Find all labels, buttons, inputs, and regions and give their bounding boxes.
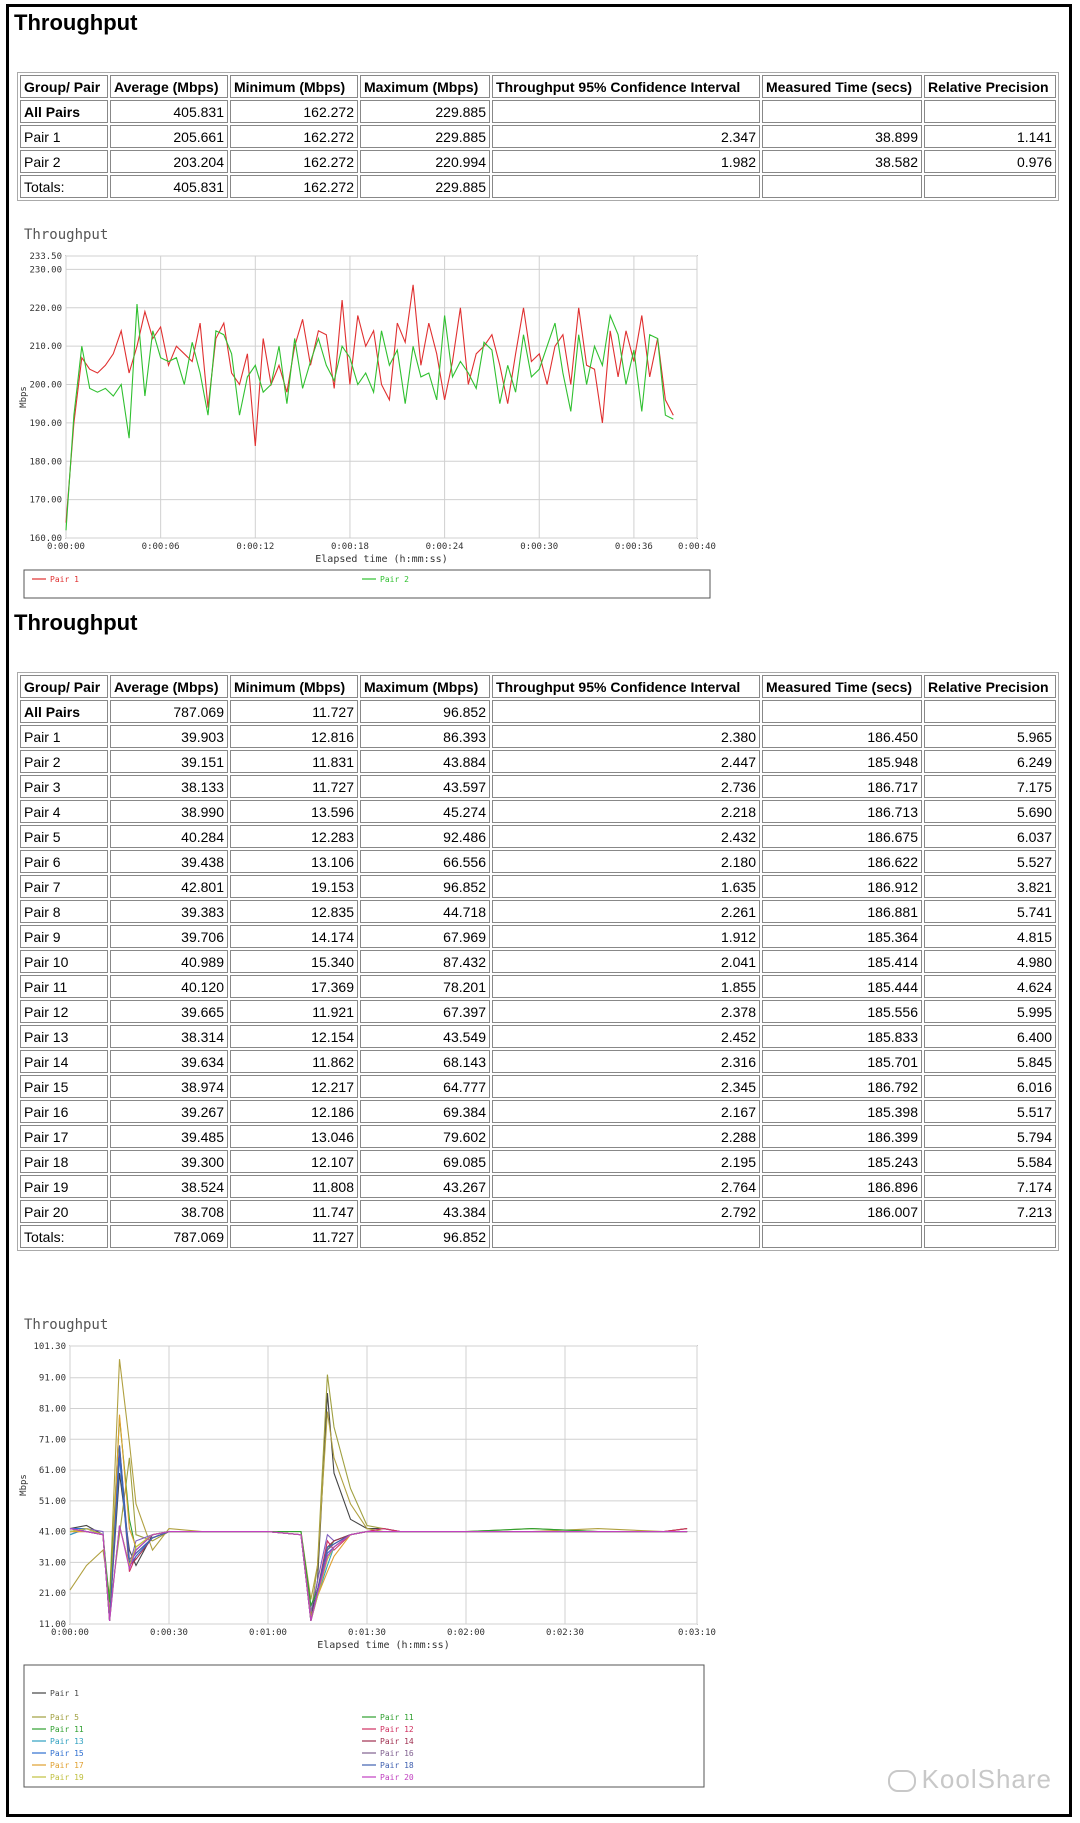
throughput-chart-2 [18,1315,718,1800]
cell-value: 38.974 [110,1075,228,1098]
cell-value: 1.141 [924,125,1056,148]
cell-value: 4.624 [924,975,1056,998]
throughput-chart-1 [18,225,718,610]
cell-value: 11.747 [230,1200,358,1223]
table-row [20,825,1056,848]
row-label: Pair 4 [20,800,108,823]
column-header: Relative Precision [924,75,1056,98]
row-label: Pair 20 [20,1200,108,1223]
cell-value: 229.885 [360,125,490,148]
cell-value: 13.106 [230,850,358,873]
y-tick-label: 61.00 [38,1466,66,1477]
x-tick-label: 0:00:24 [425,542,464,552]
cell-value: 0.976 [924,150,1056,173]
y-tick-label: 31.00 [38,1558,66,1569]
cell-value: 39.383 [110,900,228,923]
row-label: Pair 14 [20,1050,108,1073]
cell-value: 69.384 [360,1100,490,1123]
table-row [20,700,1056,723]
row-label: Totals: [20,1225,108,1248]
row-label: Pair 19 [20,1175,108,1198]
column-header: Minimum (Mbps) [230,675,358,698]
legend-label: Pair 18 [380,1761,414,1770]
cell-value: 43.884 [360,750,490,773]
table-row [20,900,1056,923]
cell-value: 6.249 [924,750,1056,773]
cell-value: 39.634 [110,1050,228,1073]
cell-value [492,1225,760,1248]
legend-frame [24,1665,704,1787]
row-label: Pair 8 [20,900,108,923]
cell-value: 787.069 [110,1225,228,1248]
cell-value: 2.792 [492,1200,760,1223]
table-row [20,925,1056,948]
table-row [20,100,1056,123]
cell-value: 185.833 [762,1025,922,1048]
legend-label: Pair 16 [380,1749,414,1758]
cell-value: 38.899 [762,125,922,148]
cell-value: 2.218 [492,800,760,823]
cell-value: 38.314 [110,1025,228,1048]
x-tick-label: 0:00:06 [141,542,180,552]
cell-value: 1.855 [492,975,760,998]
cell-value: 39.438 [110,850,228,873]
cell-value: 38.133 [110,775,228,798]
table-row [20,1000,1056,1023]
row-label: All Pairs [20,700,108,723]
cell-value: 69.085 [360,1150,490,1173]
row-label: Pair 16 [20,1100,108,1123]
cell-value: 39.665 [110,1000,228,1023]
cell-value: 40.120 [110,975,228,998]
y-tick-label: 81.00 [38,1404,66,1415]
cell-value: 11.727 [230,700,358,723]
row-label: Pair 5 [20,825,108,848]
row-label: Pair 3 [20,775,108,798]
cell-value: 229.885 [360,100,490,123]
cell-value [492,700,760,723]
legend-label: Pair 1 [50,1689,79,1698]
chart2-legend [24,1665,704,1787]
cell-value: 2.736 [492,775,760,798]
cell-value [924,1225,1056,1248]
column-header: Group/ Pair [20,75,108,98]
section1-title: Throughput [14,10,138,35]
y-axis-label: Mbps [19,1474,29,1496]
y-tick-label: 180.00 [29,457,62,468]
row-label: Pair 1 [20,725,108,748]
table-row [20,1025,1056,1048]
table-row [20,1225,1056,1248]
cell-value: 3.821 [924,875,1056,898]
cell-value: 1.982 [492,150,760,173]
table-row [20,950,1056,973]
cell-value: 12.816 [230,725,358,748]
cell-value: 92.486 [360,825,490,848]
row-label: Pair 2 [20,150,108,173]
column-header: Relative Precision [924,675,1056,698]
row-label: Pair 10 [20,950,108,973]
table-row [20,725,1056,748]
cell-value: 39.485 [110,1125,228,1148]
legend-label: Pair 11 [380,1713,414,1722]
cell-value: 186.717 [762,775,922,798]
y-tick-label: 11.00 [38,1620,66,1630]
cell-value: 5.741 [924,900,1056,923]
cell-value: 17.369 [230,975,358,998]
cell-value: 405.831 [110,100,228,123]
cell-value: 186.675 [762,825,922,848]
table-row [20,1175,1056,1198]
cell-value: 45.274 [360,800,490,823]
cell-value [762,1225,922,1248]
column-header: Maximum (Mbps) [360,75,490,98]
cell-value: 38.524 [110,1175,228,1198]
x-tick-label: 0:00:36 [614,542,653,552]
cell-value: 96.852 [360,700,490,723]
chart-title: Throughput [24,1317,109,1333]
x-tick-label: 0:00:00 [47,542,85,552]
cell-value: 2.447 [492,750,760,773]
y-tick-label: 190.00 [29,418,62,429]
cell-value: 39.151 [110,750,228,773]
section2-title: Throughput [14,610,138,635]
x-tick-label: 0:03:10 [678,1628,716,1638]
cell-value [762,175,922,198]
cell-value: 5.584 [924,1150,1056,1173]
cell-value [492,175,760,198]
cell-value: 38.990 [110,800,228,823]
cell-value: 12.217 [230,1075,358,1098]
cell-value: 186.399 [762,1125,922,1148]
y-axis-label: Mbps [19,386,29,408]
plot-area [70,1346,697,1624]
cell-value: 203.204 [110,150,228,173]
table-row [20,1150,1056,1173]
x-tick-label: 0:02:00 [447,1628,485,1638]
cell-value: 12.107 [230,1150,358,1173]
cell-value: 5.845 [924,1050,1056,1073]
cell-value: 185.444 [762,975,922,998]
cell-value: 5.517 [924,1100,1056,1123]
row-label: Pair 1 [20,125,108,148]
cell-value: 43.267 [360,1175,490,1198]
cell-value: 67.397 [360,1000,490,1023]
y-tick-label: 230.00 [29,265,62,276]
cell-value: 2.167 [492,1100,760,1123]
legend-label: Pair 20 [380,1773,414,1782]
cell-value: 1.912 [492,925,760,948]
cell-value [924,175,1056,198]
cell-value [762,100,922,123]
x-axis-label: Elapsed time (h:mm:ss) [315,554,448,565]
cell-value: 185.398 [762,1100,922,1123]
row-label: Pair 11 [20,975,108,998]
cell-value: 2.452 [492,1025,760,1048]
row-label: Pair 13 [20,1025,108,1048]
y-tick-label: 160.00 [29,534,62,544]
cell-value: 42.801 [110,875,228,898]
y-tick-label: 170.00 [29,495,62,506]
y-tick-label: 71.00 [38,1435,66,1446]
cell-value: 205.661 [110,125,228,148]
table-row [20,1075,1056,1098]
cell-value: 185.948 [762,750,922,773]
table-row [20,775,1056,798]
cell-value: 12.283 [230,825,358,848]
cell-value: 185.556 [762,1000,922,1023]
cell-value: 185.364 [762,925,922,948]
x-tick-label: 0:00:18 [330,542,369,552]
legend-label: Pair 15 [50,1749,84,1758]
cell-value: 11.921 [230,1000,358,1023]
cell-value: 15.340 [230,950,358,973]
cell-value: 86.393 [360,725,490,748]
cell-value: 2.180 [492,850,760,873]
legend-label: Pair 14 [380,1737,414,1746]
y-tick-label: 51.00 [38,1496,66,1507]
cell-value: 6.037 [924,825,1056,848]
legend-label: Pair 13 [50,1737,84,1746]
cell-value: 185.414 [762,950,922,973]
table-row [20,1200,1056,1223]
throughput-table-2 [17,672,1059,1251]
legend-label: Pair 19 [50,1773,84,1782]
cell-value: 13.596 [230,800,358,823]
table-row [20,175,1056,198]
y-tick-label: 101.30 [33,1342,66,1352]
x-tick-label: 0:01:30 [348,1628,386,1638]
cell-value: 11.727 [230,1225,358,1248]
x-tick-label: 0:00:30 [520,542,559,552]
y-tick-label: 220.00 [29,303,62,314]
chart-title: Throughput [24,227,109,243]
cell-value: 2.195 [492,1150,760,1173]
koolshare-watermark [888,1764,1052,1795]
cell-value: 405.831 [110,175,228,198]
cell-value: 229.885 [360,175,490,198]
table-row [20,850,1056,873]
legend-label: Pair 11 [50,1725,84,1734]
column-header: Throughput 95% Confidence Interval [492,675,760,698]
x-axis-label: Elapsed time (h:mm:ss) [317,1640,450,1651]
cell-value: 11.831 [230,750,358,773]
y-tick-label: 210.00 [29,342,62,353]
row-label: Pair 2 [20,750,108,773]
cell-value: 186.881 [762,900,922,923]
row-label: Pair 6 [20,850,108,873]
cell-value: 186.713 [762,800,922,823]
x-tick-label: 0:00:30 [150,1628,188,1638]
cell-value: 40.284 [110,825,228,848]
table-row [20,875,1056,898]
cell-value: 11.808 [230,1175,358,1198]
cell-value [492,100,760,123]
cell-value: 38.708 [110,1200,228,1223]
cell-value: 7.213 [924,1200,1056,1223]
cell-value: 186.450 [762,725,922,748]
cell-value: 39.903 [110,725,228,748]
y-tick-label: 21.00 [38,1589,66,1600]
column-header: Minimum (Mbps) [230,75,358,98]
column-header: Measured Time (secs) [762,75,922,98]
x-tick-label: 0:02:30 [546,1628,584,1638]
cell-value: 186.896 [762,1175,922,1198]
cell-value: 87.432 [360,950,490,973]
cell-value: 39.706 [110,925,228,948]
row-label: All Pairs [20,100,108,123]
column-header: Maximum (Mbps) [360,675,490,698]
cell-value: 6.400 [924,1025,1056,1048]
chart1-legend [24,570,710,598]
row-label: Pair 17 [20,1125,108,1148]
watermark-text: KoolShare [921,1764,1052,1794]
cell-value: 6.016 [924,1075,1056,1098]
table-header-row [20,675,1056,698]
table-row [20,125,1056,148]
cell-value: 2.041 [492,950,760,973]
column-header: Average (Mbps) [110,75,228,98]
cell-value: 66.556 [360,850,490,873]
cell-value: 2.432 [492,825,760,848]
cell-value: 185.701 [762,1050,922,1073]
cell-value: 5.794 [924,1125,1056,1148]
y-tick-label: 200.00 [29,380,62,391]
row-label: Pair 15 [20,1075,108,1098]
cell-value: 78.201 [360,975,490,998]
chart2-svg [18,1315,718,1795]
legend-label: Pair 12 [380,1725,414,1734]
throughput-table-1 [17,72,1059,201]
cell-value: 43.549 [360,1025,490,1048]
legend-label-pair-1: Pair 1 [50,575,79,584]
table-row [20,750,1056,773]
legend-label: Pair 17 [50,1761,84,1770]
cell-value: 14.174 [230,925,358,948]
cell-value: 19.153 [230,875,358,898]
cell-value: 79.602 [360,1125,490,1148]
cell-value: 162.272 [230,175,358,198]
cell-value: 13.046 [230,1125,358,1148]
cell-value: 5.527 [924,850,1056,873]
cell-value: 186.912 [762,875,922,898]
cell-value: 64.777 [360,1075,490,1098]
cell-value: 5.995 [924,1000,1056,1023]
cell-value: 4.815 [924,925,1056,948]
cell-value: 2.378 [492,1000,760,1023]
cell-value: 12.835 [230,900,358,923]
cell-value [924,700,1056,723]
table-row [20,975,1056,998]
cell-value: 2.380 [492,725,760,748]
cell-value [762,700,922,723]
cell-value: 185.243 [762,1150,922,1173]
cell-value: 44.718 [360,900,490,923]
cell-value: 162.272 [230,125,358,148]
row-label: Pair 9 [20,925,108,948]
y-tick-label: 233.50 [29,252,62,262]
table-row [20,1100,1056,1123]
table-row [20,800,1056,823]
cell-value: 162.272 [230,100,358,123]
cell-value: 38.582 [762,150,922,173]
column-header: Group/ Pair [20,675,108,698]
table-header-row [20,75,1056,98]
cell-value: 96.852 [360,1225,490,1248]
cell-value: 2.288 [492,1125,760,1148]
legend-label-pair-2: Pair 2 [380,575,409,584]
cell-value: 7.174 [924,1175,1056,1198]
y-tick-label: 91.00 [38,1373,66,1384]
cell-value: 5.690 [924,800,1056,823]
cell-value: 12.186 [230,1100,358,1123]
cell-value: 12.154 [230,1025,358,1048]
column-header: Throughput 95% Confidence Interval [492,75,760,98]
cell-value: 162.272 [230,150,358,173]
row-label: Pair 12 [20,1000,108,1023]
chat-bubble-icon [888,1770,916,1792]
cell-value: 11.862 [230,1050,358,1073]
cell-value: 67.969 [360,925,490,948]
cell-value: 1.635 [492,875,760,898]
cell-value: 5.965 [924,725,1056,748]
cell-value: 186.007 [762,1200,922,1223]
cell-value: 2.261 [492,900,760,923]
column-header: Measured Time (secs) [762,675,922,698]
cell-value: 4.980 [924,950,1056,973]
row-label: Pair 7 [20,875,108,898]
cell-value: 2.764 [492,1175,760,1198]
cell-value: 787.069 [110,700,228,723]
cell-value: 39.267 [110,1100,228,1123]
cell-value [924,100,1056,123]
cell-value: 40.989 [110,950,228,973]
cell-value: 2.316 [492,1050,760,1073]
cell-value: 2.347 [492,125,760,148]
cell-value: 39.300 [110,1150,228,1173]
cell-value: 68.143 [360,1050,490,1073]
cell-value: 96.852 [360,875,490,898]
column-header: Average (Mbps) [110,675,228,698]
cell-value: 2.345 [492,1075,760,1098]
cell-value: 43.384 [360,1200,490,1223]
cell-value: 7.175 [924,775,1056,798]
chart1-svg [18,225,718,605]
x-tick-label: 0:01:00 [249,1628,287,1638]
cell-value: 43.597 [360,775,490,798]
x-tick-label: 0:00:12 [236,542,275,552]
y-tick-label: 41.00 [38,1527,66,1538]
x-tick-label: 0:00:40 [678,542,716,552]
cell-value: 220.994 [360,150,490,173]
row-label: Pair 18 [20,1150,108,1173]
cell-value: 186.792 [762,1075,922,1098]
x-tick-label: 0:00:00 [51,1628,89,1638]
row-label: Totals: [20,175,108,198]
table-row [20,1050,1056,1073]
cell-value: 11.727 [230,775,358,798]
legend-frame [24,570,710,598]
table-row [20,1125,1056,1148]
legend-label: Pair 5 [50,1713,79,1722]
table-row [20,150,1056,173]
cell-value: 186.622 [762,850,922,873]
